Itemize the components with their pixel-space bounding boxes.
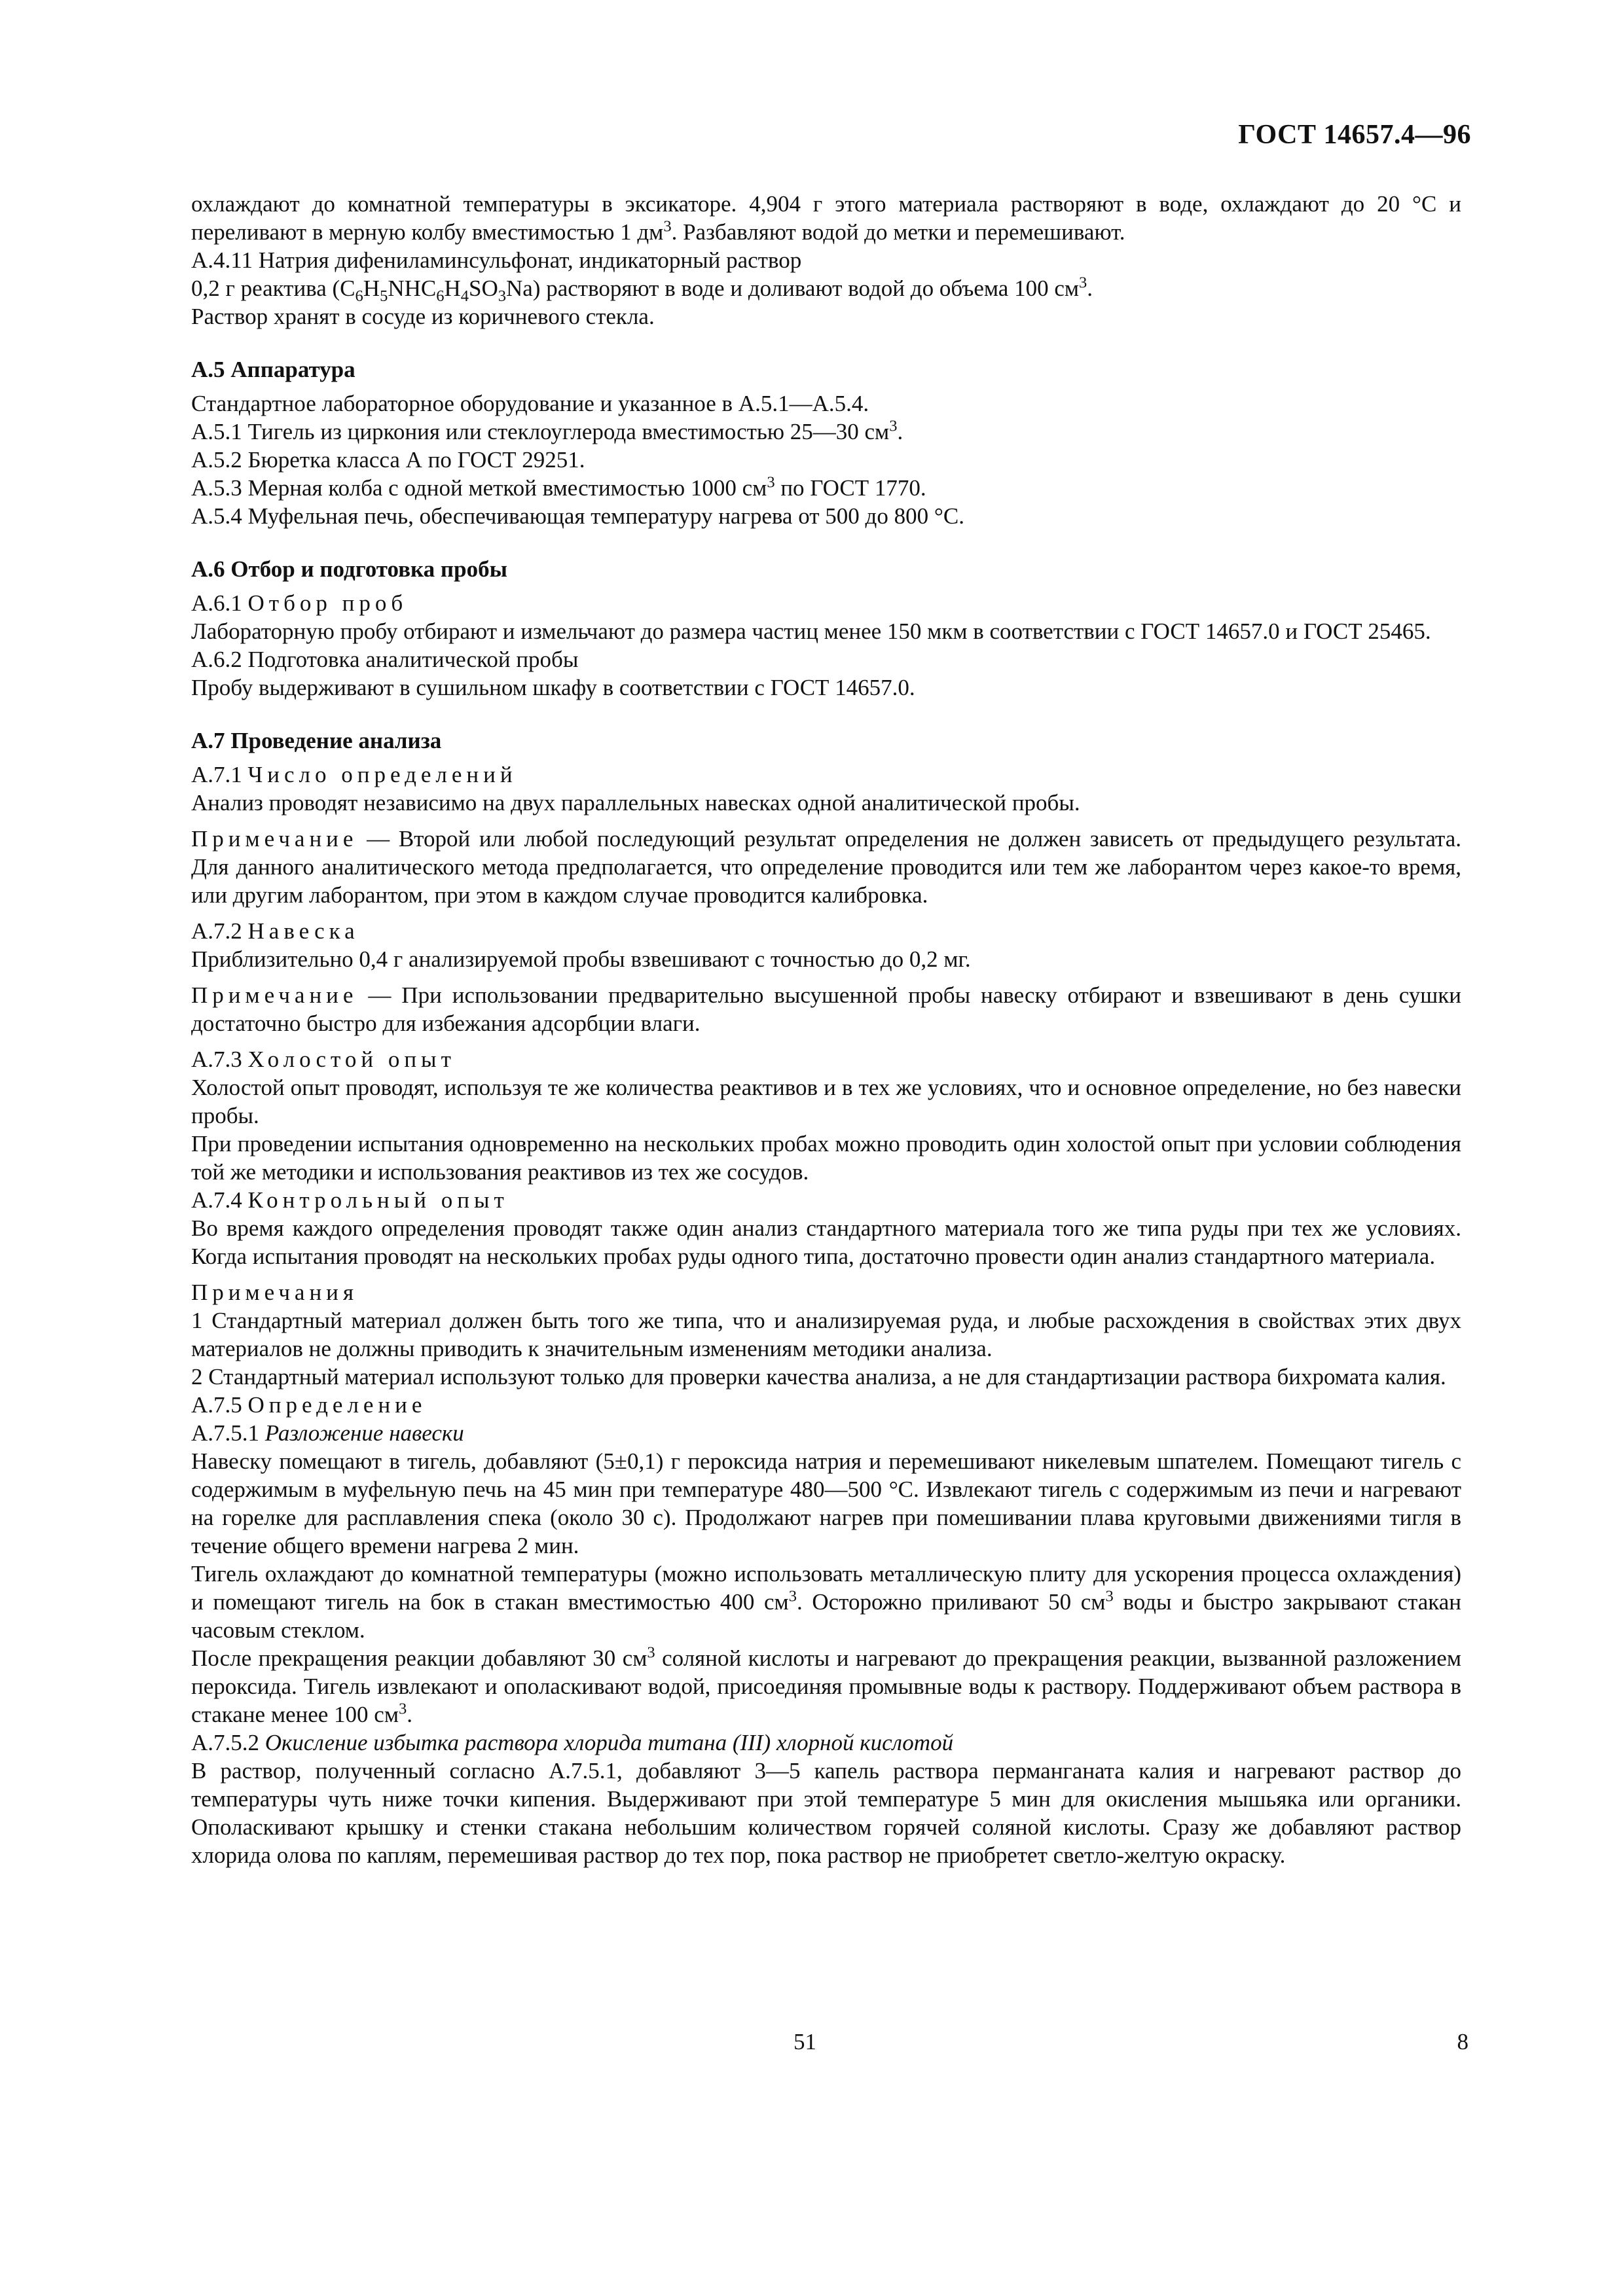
sheet-number: 8 (1457, 2029, 1468, 2054)
paragraph: Тигель охлаждают до комнатной температуры (можно использовать металлическую плиту для ускорения процесса охлаждения) и помещают тигель на бок в стакан вместимостью 400 $см^3$. Осторожно приливают 50 $см^3$ воды и быстро закрывают стакан часовым стеклом. (191, 1561, 1461, 1643)
paragraph: В раствор, полученный согласно А.7.5.1, добавляют 3—5 капель раствора перманганата калия и нагревают раствор до температуры чуть ниже точки кипения. Выдерживают при этой температуре 5 мин для окисления мышьяка или органики. Ополаскивают крышку и стенки стакана небольшим количеством горячей соляной кислоты. Сразу же добавляют раствор хлорида олова по каплям, перемешивая раствор до тех пор, пока раствор не приобретет светло-желтую окраску. (191, 1758, 1461, 1868)
paragraph: Приблизительно 0,4 г анализируемой пробы взвешивают с точностью до 0,2 мг. (191, 946, 971, 972)
note-item: 2 Стандартный материал используют только для проверки качества анализа, а не для стандартизации раствора бихромата калия. (191, 1364, 1446, 1390)
notes-heading: Примечания (191, 1280, 359, 1305)
section-heading-a5: А.5 Аппаратура (191, 357, 356, 382)
note: Примечание — При использовании предварительно высушенной пробы навеску отбирают и взвешивают в день сушки достаточно быстро для избежания адсорбции влаги. (191, 982, 1461, 1036)
paragraph: Навеску помещают в тигель, добавляют (5±0,1) г пероксида натрия и перемешивают никелевым шпателем. Помещают тигель с содержимым в муфельную печь на 45 мин при температуре 480—500 °С. Извлекают тигель с содержимым из печи и нагревают на горелке для расплавления спека (около 30 с). Продолжают нагрев при помешивании плава круговыми движениями тигля в течение общего времени нагрева 2 мин. (191, 1448, 1461, 1558)
clause-a-7-5: А.7.5 Определение (191, 1392, 427, 1418)
paragraph: При проведении испытания одновременно на нескольких пробах можно проводить один холостой опыт при условии соблюдения той же методики и использования реактивов из тех же сосудов. (191, 1131, 1461, 1185)
clause-a-6-1: А.6.1 Отбор проб (191, 590, 408, 616)
clause-a-7-3: А.7.3 Холостой опыт (191, 1047, 456, 1072)
section-heading-a7: А.7 Проведение анализа (191, 728, 442, 753)
document-body (191, 190, 1461, 1869)
clause-a-5-4: А.5.4 Муфельная печь, обеспечивающая температуру нагрева от 500 до 800 °С. (191, 503, 964, 529)
paragraph: Холостой опыт проводят, используя те же количества реактивов и в тех же условиях, что и основное определение, но без навески пробы. (191, 1075, 1461, 1128)
paragraph: Во время каждого определения проводят также один анализ стандартного материала того же типа руды при тех же условиях. Когда испытания проводят на нескольких пробах руды одного типа, достаточно провести один анализ стандартного материала. (191, 1215, 1461, 1269)
paragraph: После прекращения реакции добавляют 30 $см^3$ соляной кислоты и нагревают до прекращения реакции, вызванной разложением пероксида. Тигель извлекают и ополаскивают водой, присоединяя промывные воды к раствору. Поддерживают объем раствора в стакане менее 100 $см^3$. (191, 1643, 1461, 1727)
clause-a-7-1: А.7.1 Число определений (191, 762, 517, 787)
paragraph: Анализ проводят независимо на двух параллельных навесках одной аналитической пробы. (191, 790, 1080, 816)
page-number: 51 (793, 2029, 816, 2054)
clause-a-7-5-2: А.7.5.2 Окисление избытка раствора хлорида титана (III) хлорной кислотой (191, 1730, 954, 1755)
clause-a-5-1: А.5.1 Тигель из циркония или стеклоуглерода вместимостью 25—30 $см^3$. (191, 417, 903, 444)
paragraph: 0,2 г реактива $(C_6H_5NHC_6H_4SO_3Na)$ растворяют в воде и доливают водой до объема 100 $см^3$. (191, 274, 1093, 305)
note: Примечание — Второй или любой последующий результат определения не должен зависеть от предыдущего результата. Для данного аналитического метода предполагается, что определение проводится или тем же лаборантом через какое-то время, или другим лаборантом, при этом в каждом случае проводится калибровка. (191, 826, 1461, 908)
paragraph: Раствор хранят в сосуде из коричневого стекла. (191, 304, 655, 329)
paragraph: Лабораторную пробу отбирают и измельчают до размера частиц менее 150 мкм в соответствии с ГОСТ 14657.0 и ГОСТ 25465. (191, 619, 1431, 644)
paragraph: охлаждают до комнатной температуры в эксикаторе. 4,904 г этого материала растворяют в воде, охлаждают до 20 °С и переливают в мерную колбу вместимостью 1 $дм^3$. Разбавляют водой до метки и перемешивают. (191, 191, 1461, 245)
note-item: 1 Стандартный материал должен быть того же типа, что и анализируемая руда, и любые расхождения в свойствах этих двух материалов не должны приводить к значительным изменениям методики анализа. (191, 1308, 1461, 1361)
paragraph: Пробу выдерживают в сушильном шкафу в соответствии с ГОСТ 14657.0. (191, 675, 915, 700)
document-header: ГОСТ 14657.4—96 (1238, 120, 1471, 150)
clause-a-6-2: А.6.2 Подготовка аналитической пробы (191, 647, 579, 672)
paragraph: Стандартное лабораторное оборудование и указанное в А.5.1—А.5.4. (191, 391, 869, 416)
section-heading-a6: А.6 Отбор и подготовка пробы (191, 556, 507, 582)
clause-a-5-3: А.5.3 Мерная колба с одной меткой вместимостью 1000 $см^3$ по ГОСТ 1770. (191, 473, 926, 501)
clause-a-4-11: А.4.11 Натрия дифениламинсульфонат, индикаторный раствор (191, 247, 802, 273)
clause-a-5-2: А.5.2 Бюретка класса А по ГОСТ 29251. (191, 447, 585, 473)
clause-a-7-5-1: А.7.5.1 Разложение навески (191, 1420, 464, 1446)
clause-a-7-4: А.7.4 Контрольный опыт (191, 1187, 509, 1213)
clause-a-7-2: А.7.2 Навеска (191, 918, 359, 944)
